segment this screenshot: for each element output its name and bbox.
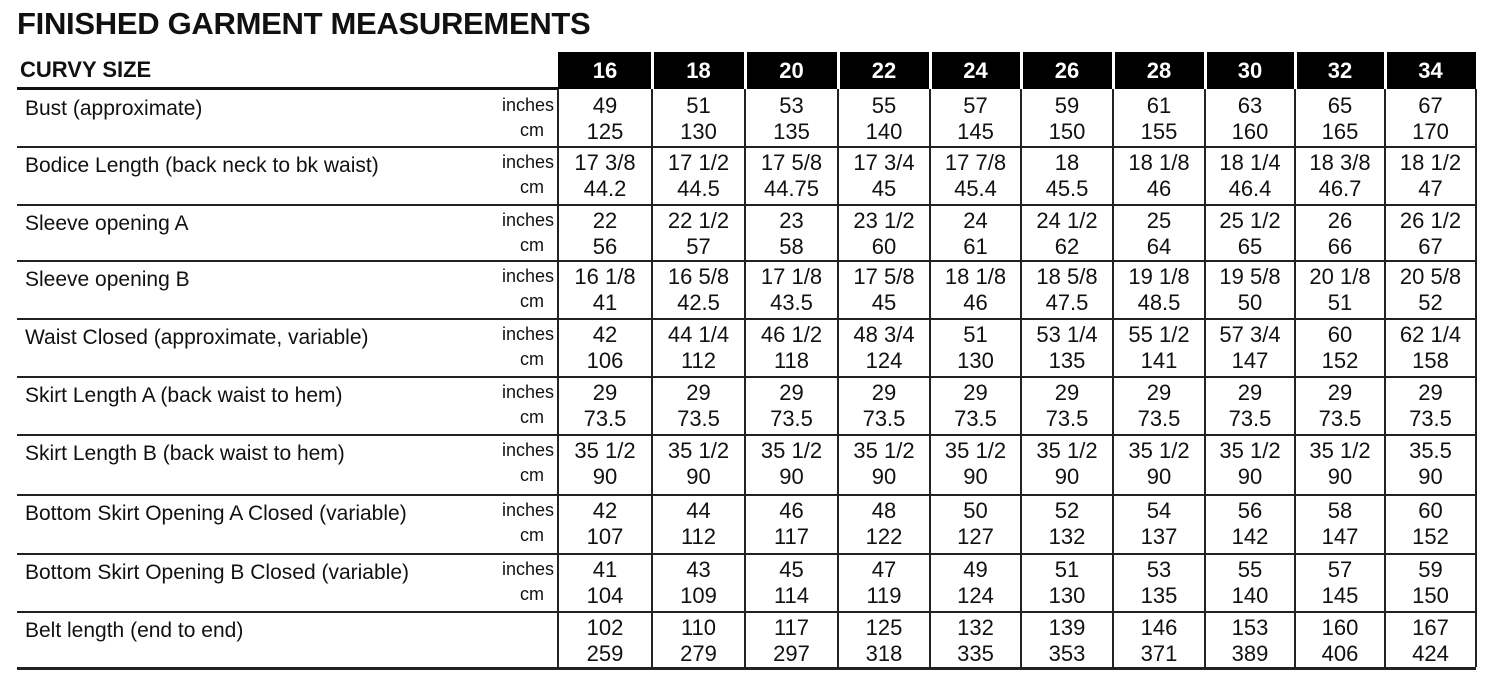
page-title: FINISHED GARMENT MEASUREMENTS — [17, 6, 591, 41]
cm-value: 58 — [779, 234, 804, 259]
inches-value: 17 5/8 — [760, 150, 823, 175]
inches-value: 29 — [1237, 380, 1263, 405]
row-divider — [17, 434, 1476, 436]
cm-value: 140 — [1231, 583, 1269, 608]
cm-value: 130 — [1048, 583, 1086, 608]
cm-value: 118 — [773, 348, 810, 373]
inches-value: 51 — [1054, 557, 1080, 582]
unit-cm-label: cm — [520, 235, 544, 255]
inches-value: 25 1/2 — [1219, 208, 1281, 233]
cm-value: 371 — [1140, 641, 1178, 666]
cm-value: 152 — [1321, 348, 1359, 373]
row-divider — [17, 553, 1476, 555]
header-underline — [17, 87, 558, 90]
size-32-header: 32 — [1327, 58, 1353, 83]
size-header-separator — [1020, 52, 1023, 89]
cm-value: 64 — [1146, 234, 1172, 259]
row-divider — [17, 494, 1476, 496]
inches-value: 29 — [963, 380, 988, 405]
inches-value: 20 1/8 — [1309, 264, 1371, 289]
cm-value: 158 — [1412, 348, 1449, 373]
inches-value: 29 — [1327, 380, 1353, 405]
cm-value: 73.5 — [1137, 406, 1181, 431]
cm-value: 73.5 — [1318, 406, 1362, 431]
size-header-separator — [929, 52, 932, 89]
cm-value: 50 — [1237, 290, 1263, 315]
cm-value: 104 — [586, 583, 624, 608]
cm-value: 132 — [1048, 524, 1086, 549]
inches-value: 17 5/8 — [853, 264, 915, 289]
inches-value: 29 — [686, 380, 711, 405]
inches-value: 20 5/8 — [1399, 264, 1462, 289]
inches-value: 18 — [1054, 150, 1080, 175]
row-label: Bodice Length (back neck to bk waist) — [25, 154, 379, 177]
row-divider — [17, 376, 1476, 378]
size-header-separator — [1112, 52, 1115, 89]
cm-value: 130 — [680, 119, 717, 144]
cm-value: 51 — [1327, 290, 1353, 315]
cm-value: 90 — [1418, 464, 1443, 489]
inches-value: 17 7/8 — [944, 150, 1007, 175]
inches-value: 44 1/4 — [667, 322, 730, 347]
inches-value: 51 — [686, 93, 711, 118]
cm-value: 90 — [592, 464, 618, 489]
unit-cm-label: cm — [520, 584, 544, 604]
unit-cm-label: cm — [520, 407, 544, 427]
inches-value: 65 — [1327, 93, 1353, 118]
cm-value: 44.2 — [583, 176, 627, 201]
unit-cm-label: cm — [520, 525, 544, 545]
cm-value: 42.5 — [677, 290, 720, 315]
cm-value: 152 — [1412, 524, 1449, 549]
cm-value: 147 — [1321, 524, 1359, 549]
cm-value: 90 — [1054, 464, 1080, 489]
inches-value: 52 — [1054, 498, 1080, 523]
inches-value: 35 1/2 — [667, 438, 730, 463]
row-divider — [17, 260, 1476, 262]
cm-value: 150 — [1048, 119, 1086, 144]
cm-value: 142 — [1231, 524, 1269, 549]
inches-value: 17 3/4 — [853, 150, 915, 175]
inches-value: 41 — [592, 557, 618, 582]
cm-value: 47 — [1418, 176, 1443, 201]
unit-cm-label: cm — [520, 349, 544, 369]
inches-value: 57 — [1327, 557, 1353, 582]
inches-value: 22 — [592, 208, 618, 233]
inches-value: 153 — [1231, 615, 1269, 640]
cm-value: 130 — [957, 348, 994, 373]
inches-value: 55 — [871, 93, 897, 118]
cm-value: 107 — [586, 524, 624, 549]
cm-value: 353 — [1048, 641, 1086, 666]
cm-value: 60 — [871, 234, 897, 259]
row-label: Bottom Skirt Opening A Closed (variable) — [25, 502, 407, 525]
cm-value: 125 — [586, 119, 624, 144]
inches-value: 23 — [779, 208, 804, 233]
inches-value: 35 1/2 — [853, 438, 915, 463]
cm-value: 73.5 — [770, 406, 813, 431]
inches-value: 60 — [1327, 322, 1353, 347]
inches-value: 24 — [963, 208, 988, 233]
inches-value: 132 — [957, 615, 994, 640]
inches-value: 44 — [686, 498, 711, 523]
cm-value: 137 — [1140, 524, 1178, 549]
inches-value: 61 — [1146, 93, 1172, 118]
inches-value: 42 — [592, 322, 618, 347]
cm-value: 41 — [592, 290, 618, 315]
unit-cm-label: cm — [520, 177, 544, 197]
cm-value: 43.5 — [770, 290, 813, 315]
unit-inches-label: inches — [501, 500, 554, 520]
inches-value: 35 1/2 — [574, 438, 636, 463]
cm-value: 73.5 — [954, 406, 997, 431]
size-18-header: 18 — [686, 58, 711, 83]
cm-value: 112 — [680, 348, 717, 373]
inches-value: 56 — [1237, 498, 1263, 523]
size-26-header: 26 — [1054, 58, 1080, 83]
inches-value: 54 — [1146, 498, 1172, 523]
cm-value: 65 — [1237, 234, 1263, 259]
cm-value: 73.5 — [1045, 406, 1089, 431]
unit-inches-label: inches — [501, 324, 554, 344]
inches-value: 43 — [686, 557, 711, 582]
cm-value: 279 — [680, 641, 717, 666]
cm-value: 106 — [586, 348, 624, 373]
inches-value: 18 1/2 — [1399, 150, 1462, 175]
inches-value: 35 1/2 — [1219, 438, 1281, 463]
cm-value: 135 — [1140, 583, 1178, 608]
cm-value: 389 — [1231, 641, 1269, 666]
cm-value: 170 — [1412, 119, 1449, 144]
inches-value: 26 1/2 — [1399, 208, 1462, 233]
cm-value: 46 — [1146, 176, 1172, 201]
inches-value: 18 1/8 — [1128, 150, 1190, 175]
cm-value: 150 — [1412, 583, 1449, 608]
cm-value: 318 — [865, 641, 903, 666]
row-label: Belt length (end to end) — [25, 619, 244, 642]
inches-value: 58 — [1327, 498, 1353, 523]
cm-value: 124 — [865, 348, 903, 373]
cm-value: 45.4 — [954, 176, 997, 201]
cm-value: 57 — [686, 234, 711, 259]
size-header-separator — [744, 52, 747, 89]
inches-value: 17 1/2 — [667, 150, 730, 175]
inches-value: 57 3/4 — [1219, 322, 1281, 347]
size-16-header: 16 — [592, 58, 618, 83]
row-label: Bust (approximate) — [25, 97, 203, 120]
inches-value: 35.5 — [1409, 438, 1452, 463]
cm-value: 122 — [865, 524, 903, 549]
row-label: Sleeve opening B — [25, 268, 190, 291]
cm-value: 61 — [963, 234, 988, 259]
cm-value: 45 — [871, 176, 897, 201]
inches-value: 18 1/4 — [1219, 150, 1281, 175]
row-label: Waist Closed (approximate, variable) — [25, 326, 369, 349]
unit-cm-label: cm — [520, 465, 544, 485]
unit-inches-label: inches — [501, 382, 554, 402]
inches-value: 35 1/2 — [760, 438, 823, 463]
cm-value: 165 — [1321, 119, 1359, 144]
unit-inches-label: inches — [501, 266, 554, 286]
unit-cm-label: cm — [520, 120, 544, 140]
inches-value: 24 1/2 — [1036, 208, 1098, 233]
inches-value: 67 — [1418, 93, 1443, 118]
inches-value: 46 1/2 — [760, 322, 823, 347]
inches-value: 55 1/2 — [1128, 322, 1190, 347]
cm-value: 90 — [871, 464, 897, 489]
table-bottom-line — [17, 667, 1476, 670]
cm-value: 135 — [773, 119, 810, 144]
inches-value: 53 — [1146, 557, 1172, 582]
cm-value: 48.5 — [1137, 290, 1181, 315]
cm-value: 90 — [1327, 464, 1353, 489]
row-label: Sleeve opening A — [25, 212, 189, 235]
inches-value: 35 1/2 — [944, 438, 1007, 463]
cm-value: 45 — [871, 290, 897, 315]
cm-value: 127 — [957, 524, 994, 549]
cm-value: 66 — [1327, 234, 1353, 259]
cm-value: 155 — [1140, 119, 1178, 144]
inches-value: 117 — [773, 615, 810, 640]
inches-value: 16 5/8 — [667, 264, 730, 289]
inches-value: 26 — [1327, 208, 1353, 233]
inches-value: 29 — [1054, 380, 1080, 405]
unit-inches-label: inches — [501, 210, 554, 230]
row-divider — [17, 146, 1476, 148]
cm-value: 73.5 — [1228, 406, 1272, 431]
inches-value: 29 — [1146, 380, 1172, 405]
cm-value: 119 — [866, 583, 902, 608]
inches-value: 60 — [1418, 498, 1443, 523]
inches-value: 51 — [963, 322, 988, 347]
size-header-separator — [837, 52, 840, 89]
cm-value: 114 — [773, 583, 810, 608]
cm-value: 62 — [1054, 234, 1080, 259]
cm-value: 44.5 — [677, 176, 720, 201]
inches-value: 47 — [871, 557, 897, 582]
inches-value: 17 3/8 — [574, 150, 636, 175]
cm-value: 406 — [1321, 641, 1359, 666]
row-divider — [17, 318, 1476, 320]
inches-value: 59 — [1054, 93, 1080, 118]
cm-value: 46.4 — [1228, 176, 1272, 201]
unit-inches-label: inches — [501, 152, 554, 172]
inches-value: 18 5/8 — [1036, 264, 1098, 289]
cm-value: 135 — [1048, 348, 1086, 373]
size-header-separator — [651, 52, 654, 89]
inches-value: 18 1/8 — [944, 264, 1007, 289]
cm-value: 335 — [957, 641, 994, 666]
inches-value: 48 3/4 — [853, 322, 915, 347]
cm-value: 47.5 — [1045, 290, 1089, 315]
cm-value: 145 — [1321, 583, 1359, 608]
size-header-label: CURVY SIZE — [20, 57, 152, 82]
inches-value: 35 1/2 — [1128, 438, 1190, 463]
inches-value: 167 — [1412, 615, 1449, 640]
cm-value: 145 — [957, 119, 994, 144]
size-header-separator — [1294, 52, 1297, 89]
inches-value: 25 — [1146, 208, 1172, 233]
inches-value: 48 — [871, 498, 897, 523]
inches-value: 46 — [779, 498, 804, 523]
inches-value: 57 — [963, 93, 988, 118]
inches-value: 35 1/2 — [1309, 438, 1371, 463]
inches-value: 17 1/8 — [760, 264, 823, 289]
row-divider — [17, 204, 1476, 206]
cm-value: 90 — [1146, 464, 1172, 489]
unit-cm-label: cm — [520, 291, 544, 311]
inches-value: 125 — [865, 615, 903, 640]
cm-value: 259 — [586, 641, 624, 666]
cm-value: 67 — [1418, 234, 1443, 259]
cm-value: 45.5 — [1045, 176, 1089, 201]
unit-inches-label: inches — [501, 559, 554, 579]
row-label: Bottom Skirt Opening B Closed (variable) — [25, 561, 409, 584]
inches-value: 49 — [963, 557, 988, 582]
inches-value: 29 — [871, 380, 897, 405]
cm-value: 90 — [1237, 464, 1263, 489]
row-divider — [17, 611, 1476, 613]
cm-value: 147 — [1231, 348, 1269, 373]
inches-value: 160 — [1321, 615, 1359, 640]
size-header-separator — [1384, 52, 1387, 89]
inches-value: 29 — [779, 380, 804, 405]
cm-value: 112 — [680, 524, 717, 549]
size-header-separator — [1204, 52, 1207, 89]
cm-value: 140 — [865, 119, 903, 144]
cm-value: 90 — [779, 464, 804, 489]
cm-value: 297 — [773, 641, 810, 666]
cm-value: 141 — [1140, 348, 1178, 373]
inches-value: 18 3/8 — [1309, 150, 1371, 175]
cm-value: 90 — [963, 464, 988, 489]
size-34-header: 34 — [1418, 58, 1443, 83]
inches-value: 53 — [779, 93, 804, 118]
inches-value: 42 — [592, 498, 618, 523]
inches-value: 110 — [680, 615, 717, 640]
size-20-header: 20 — [779, 58, 804, 83]
inches-value: 29 — [1418, 380, 1443, 405]
size-28-header: 28 — [1146, 58, 1172, 83]
cm-value: 160 — [1231, 119, 1269, 144]
row-label: Skirt Length B (back waist to hem) — [25, 442, 345, 465]
cm-value: 46 — [963, 290, 988, 315]
inches-value: 146 — [1140, 615, 1178, 640]
cm-value: 44.75 — [763, 176, 820, 201]
inches-value: 16 1/8 — [574, 264, 636, 289]
cm-value: 52 — [1418, 290, 1443, 315]
cm-value: 56 — [592, 234, 618, 259]
inches-value: 22 1/2 — [667, 208, 730, 233]
inches-value: 102 — [586, 615, 624, 640]
unit-inches-label: inches — [501, 440, 554, 460]
cm-value: 73.5 — [677, 406, 720, 431]
cm-value: 117 — [773, 524, 810, 549]
size-22-header: 22 — [871, 58, 897, 83]
inches-value: 49 — [592, 93, 618, 118]
unit-inches-label: inches — [501, 95, 554, 115]
cm-value: 109 — [680, 583, 717, 608]
cm-value: 73.5 — [862, 406, 906, 431]
size-30-header: 30 — [1237, 58, 1263, 83]
inches-value: 29 — [592, 380, 618, 405]
cm-value: 424 — [1412, 641, 1449, 666]
cm-value: 73.5 — [583, 406, 627, 431]
cm-value: 46.7 — [1318, 176, 1362, 201]
inches-value: 19 1/8 — [1128, 264, 1190, 289]
inches-value: 63 — [1237, 93, 1263, 118]
inches-value: 62 1/4 — [1399, 322, 1462, 347]
row-label: Skirt Length A (back waist to hem) — [25, 384, 343, 407]
inches-value: 45 — [779, 557, 804, 582]
cm-value: 90 — [686, 464, 711, 489]
inches-value: 59 — [1418, 557, 1443, 582]
inches-value: 55 — [1237, 557, 1263, 582]
inches-value: 23 1/2 — [853, 208, 915, 233]
inches-value: 53 1/4 — [1036, 322, 1098, 347]
size-24-header: 24 — [963, 58, 988, 83]
cm-value: 73.5 — [1409, 406, 1452, 431]
inches-value: 50 — [963, 498, 988, 523]
inches-value: 35 1/2 — [1036, 438, 1098, 463]
inches-value: 139 — [1048, 615, 1086, 640]
cm-value: 124 — [957, 583, 994, 608]
inches-value: 19 5/8 — [1219, 264, 1281, 289]
